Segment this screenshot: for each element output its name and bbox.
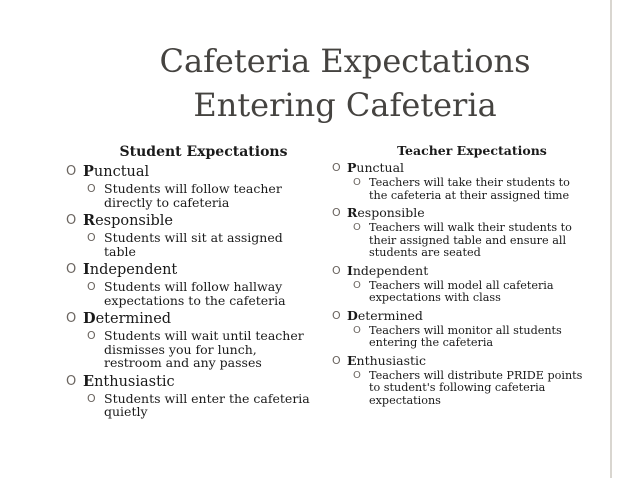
bullet-icon: O bbox=[66, 373, 77, 389]
bullet-icon: O bbox=[353, 279, 361, 291]
item-label: esponsible bbox=[95, 213, 174, 229]
list-item bbox=[66, 163, 311, 181]
bullet-icon: O bbox=[332, 308, 341, 322]
list-item bbox=[66, 261, 311, 279]
bullet-icon: O bbox=[353, 324, 361, 336]
teacher-expectations-list bbox=[332, 160, 587, 407]
teacher-expectations-heading: Teacher Expectations bbox=[397, 143, 547, 158]
sub-item bbox=[332, 177, 587, 202]
sub-item-text: Students will sit at assigned table bbox=[104, 230, 283, 259]
item-label: etermined bbox=[357, 307, 423, 323]
bullet-icon: O bbox=[87, 391, 96, 405]
bullet-icon: O bbox=[353, 369, 361, 381]
bullet-icon: O bbox=[87, 182, 96, 195]
bullet-icon: O bbox=[332, 263, 341, 277]
sub-item bbox=[66, 280, 311, 307]
acronym-letter: P bbox=[83, 163, 94, 180]
sub-item-text: Students will follow teacher directly to cafeteria bbox=[104, 181, 282, 210]
bullet-icon: O bbox=[332, 353, 341, 367]
bullet-icon: O bbox=[87, 280, 96, 293]
list-item bbox=[332, 308, 587, 324]
bullet-icon: O bbox=[353, 177, 361, 188]
item-label: ndependent bbox=[352, 262, 429, 278]
item-label: etermined bbox=[95, 311, 172, 327]
sub-item-text: Teachers will model all cafeteria expectations with class bbox=[369, 278, 554, 304]
acronym-letter: I bbox=[83, 261, 90, 278]
sub-item bbox=[66, 329, 311, 370]
item-label: unctual bbox=[356, 160, 405, 175]
item-label: nthusiastic bbox=[94, 373, 175, 390]
student-expectations-column bbox=[66, 143, 311, 422]
list-item bbox=[332, 263, 587, 279]
sub-item bbox=[332, 370, 587, 408]
sub-item bbox=[332, 222, 587, 260]
slide-title: Cafeteria Expectations bbox=[159, 42, 531, 80]
item-label: esponsible bbox=[357, 205, 425, 220]
bullet-icon: O bbox=[66, 164, 77, 179]
acronym-letter: D bbox=[347, 307, 358, 323]
list-item bbox=[66, 310, 311, 328]
sub-item bbox=[332, 280, 587, 305]
sub-item bbox=[66, 392, 311, 419]
sub-item-text: Teachers will monitor all students entering the cafeteria bbox=[369, 323, 562, 349]
bullet-icon: O bbox=[66, 213, 77, 228]
sub-item-text: Teachers will walk their students to their assigned table and ensure all students are seated bbox=[369, 221, 572, 259]
item-label: ndependent bbox=[89, 262, 178, 278]
list-item bbox=[66, 373, 311, 391]
sub-item bbox=[332, 325, 587, 350]
list-item bbox=[332, 160, 587, 176]
list-item bbox=[332, 353, 587, 369]
slide-subtitle: Entering Cafeteria bbox=[193, 86, 497, 124]
sub-item-text: Teachers will take their students to the cafeteria at their assigned time bbox=[369, 176, 570, 202]
acronym-letter: R bbox=[83, 212, 96, 229]
student-expectations-heading: Student Expectations bbox=[119, 144, 288, 160]
acronym-letter: E bbox=[83, 372, 95, 390]
bullet-icon: O bbox=[332, 161, 341, 174]
bullet-icon: O bbox=[66, 262, 77, 277]
sub-item-text: Students will enter the cafeteria quietly bbox=[104, 390, 310, 419]
acronym-letter: I bbox=[347, 262, 353, 278]
bullet-icon: O bbox=[332, 206, 341, 219]
sub-item-text: Students will wait until teacher dismisses you for lunch, restroom and any passes bbox=[104, 328, 304, 370]
bullet-icon: O bbox=[66, 311, 77, 326]
sub-item-text: Students will follow hallway expectations to the cafeteria bbox=[104, 279, 286, 308]
item-label: unctual bbox=[93, 164, 150, 180]
list-item bbox=[66, 212, 311, 230]
acronym-letter: E bbox=[347, 352, 357, 368]
acronym-letter: P bbox=[347, 160, 357, 175]
list-item bbox=[332, 205, 587, 221]
acronym-letter: R bbox=[347, 205, 358, 220]
sub-item-text: Teachers will distribute PRIDE points to student's following cafeteria expectations bbox=[369, 368, 583, 407]
bullet-icon: O bbox=[353, 222, 361, 233]
sub-item bbox=[66, 231, 311, 258]
item-label: nthusiastic bbox=[356, 352, 427, 368]
sub-item bbox=[66, 182, 311, 209]
bullet-icon: O bbox=[87, 231, 96, 244]
student-expectations-list bbox=[66, 163, 311, 419]
teacher-expectations-column bbox=[332, 143, 587, 410]
acronym-letter: D bbox=[83, 310, 96, 327]
bullet-icon: O bbox=[87, 329, 96, 342]
